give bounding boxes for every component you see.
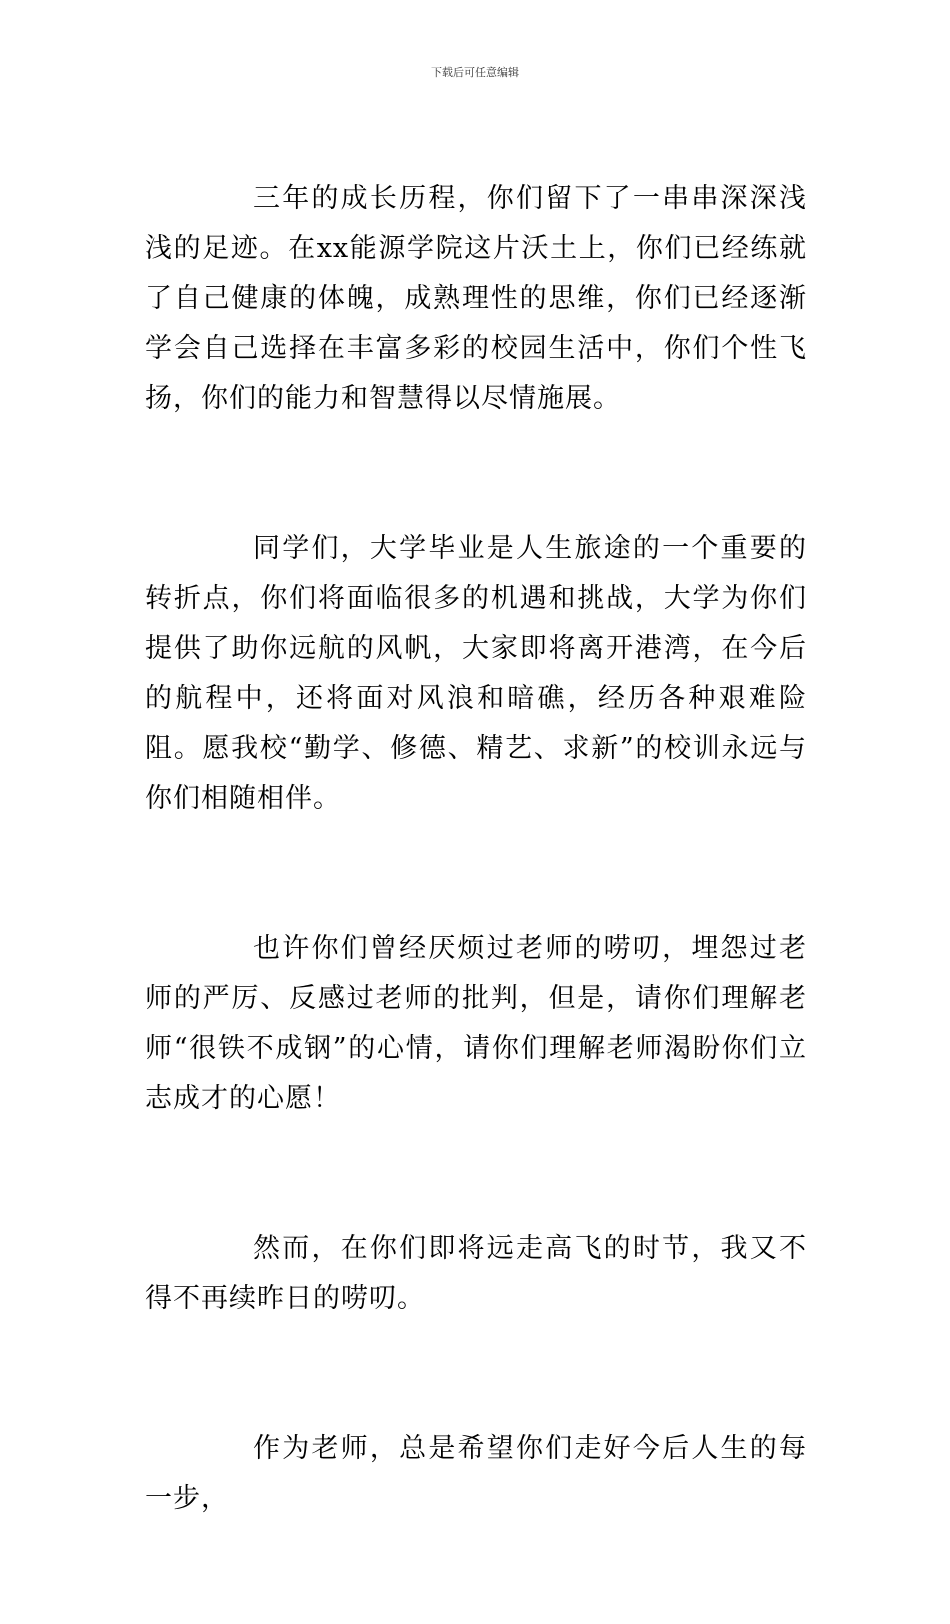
paragraph-4: 然而，在你们即将远走高飞的时节，我又不得不再续昨日的唠叨。: [145, 1233, 807, 1314]
document-body: [145, 174, 807, 1624]
paragraph-5: 作为老师，总是希望你们走好今后人生的每一步，: [145, 1433, 807, 1514]
paragraph-1: 三年的成长历程，你们留下了一串串深深浅浅的足迹。在xx能源学院这片沃土上，你们已经练就了自己健康的体魄，成熟理性的思维，你们已经逐渐学会自己选择在丰富多彩的校园生活中，你们个性飞扬，你们的能力和智慧得以尽情施展。: [145, 183, 807, 414]
paragraph-2: 同学们，大学毕业是人生旅途的一个重要的转折点，你们将面临很多的机遇和挑战，大学为你们提供了助你远航的风帆，大家即将离开港湾，在今后的航程中，还将面对风浪和暗礁，经历各种艰难险阻。愿我校“勤学、修德、精艺、求新”的校训永远与你们相随相伴。: [145, 533, 807, 814]
paragraph-3: 也许你们曾经厌烦过老师的唠叨，埋怨过老师的严厉、反感过老师的批判，但是，请你们理解老师“很铁不成钢”的心情，请你们理解老师渴盼你们立志成才的心愿！: [145, 933, 807, 1114]
page-header: 下载后可任意编辑: [431, 66, 519, 79]
